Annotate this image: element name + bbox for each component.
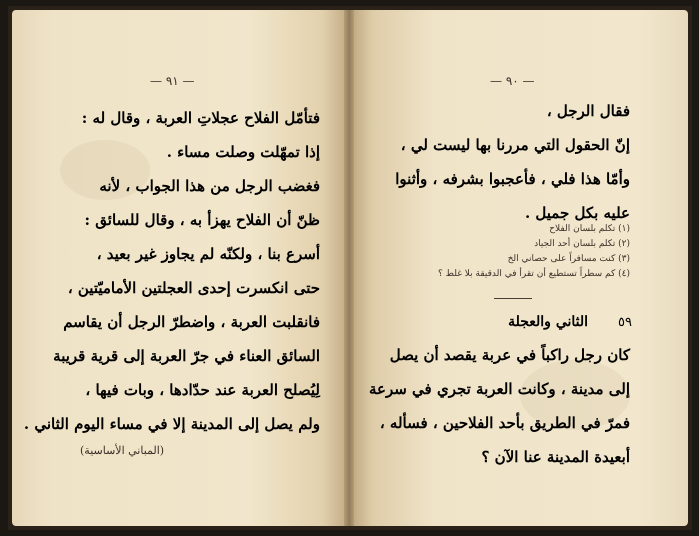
- text-line: إنّ الحقول التي مررنا بها ليست لي ،: [400, 136, 630, 154]
- text-line: أبعيدة المدينة عنا الآن ؟: [481, 448, 630, 466]
- right-page-number: — ٩٠ —: [490, 74, 535, 88]
- right-page-text: [395, 94, 630, 230]
- left-page-text: [23, 101, 320, 441]
- footnotes: [438, 222, 630, 282]
- text-line: فقال الرجل ،: [546, 102, 630, 120]
- text-line: إذا تمهّلت وصلت مساء .: [166, 143, 320, 161]
- text-line: السائق العناء في جرّ العربة إلى قرية قريبة: [53, 347, 320, 365]
- book-spine: [344, 10, 354, 526]
- footnote: (١) تكلم بلسان الفلاح: [549, 224, 630, 234]
- text-line: أسرع بنا ، ولكنّه لم يجاوز غير بعيد ،: [96, 245, 320, 263]
- footnote: (٤) كم سطراً تستطيع أن تقرأ في الدقيقة بلا غلط ؟: [438, 269, 630, 279]
- text-line: ولم يصل إلى المدينة إلا في مساء اليوم الثاني .: [23, 415, 320, 433]
- section-title: الثاني والعجلة: [508, 314, 589, 330]
- text-line: فانقلبت العربة ، واضطرّ الرجل أن يقاسم: [63, 313, 320, 331]
- text-line: كان رجل راكباً في عربة يقصد أن يصل: [389, 346, 630, 364]
- section-number: ٥٩: [618, 315, 632, 330]
- text-line: وأمّا هذا فلي ، فأعجبوا بشرفه ، وأثنوا: [395, 170, 630, 188]
- text-line: حتى انكسرت إحدى العجلتين الأماميّتين ،: [67, 279, 320, 297]
- section-text: [369, 338, 630, 474]
- source-credit: (المباني الأساسية): [80, 444, 165, 457]
- text-line: لِيُصلح العربة عند حدّادها ، وبات فيها ،: [85, 381, 320, 399]
- footnote: (٢) تكلم بلسان أحد الجياد: [534, 239, 630, 249]
- text-line: ظنّ أن الفلاح يهزأ به ، وقال للسائق :: [84, 211, 320, 229]
- section-heading: [432, 314, 632, 330]
- section-separator: [494, 298, 532, 299]
- footnote: (٣) كنت مسافراً على حصاني الخ: [507, 254, 630, 264]
- text-line: عليه بكل جميل .: [524, 204, 630, 222]
- text-line: فتأمّل الفلاح عجلاتِ العربة ، وقال له :: [81, 109, 320, 127]
- text-line: إلى مدينة ، وكانت العربة تجري في سرعة: [369, 380, 630, 398]
- text-line: فغضب الرجل من هذا الجواب ، لأنه: [99, 177, 320, 195]
- left-page-number: — ٩١ —: [150, 74, 195, 88]
- text-line: فمرّ في الطريق بأحد الفلاحين ، فسأله ،: [379, 414, 630, 432]
